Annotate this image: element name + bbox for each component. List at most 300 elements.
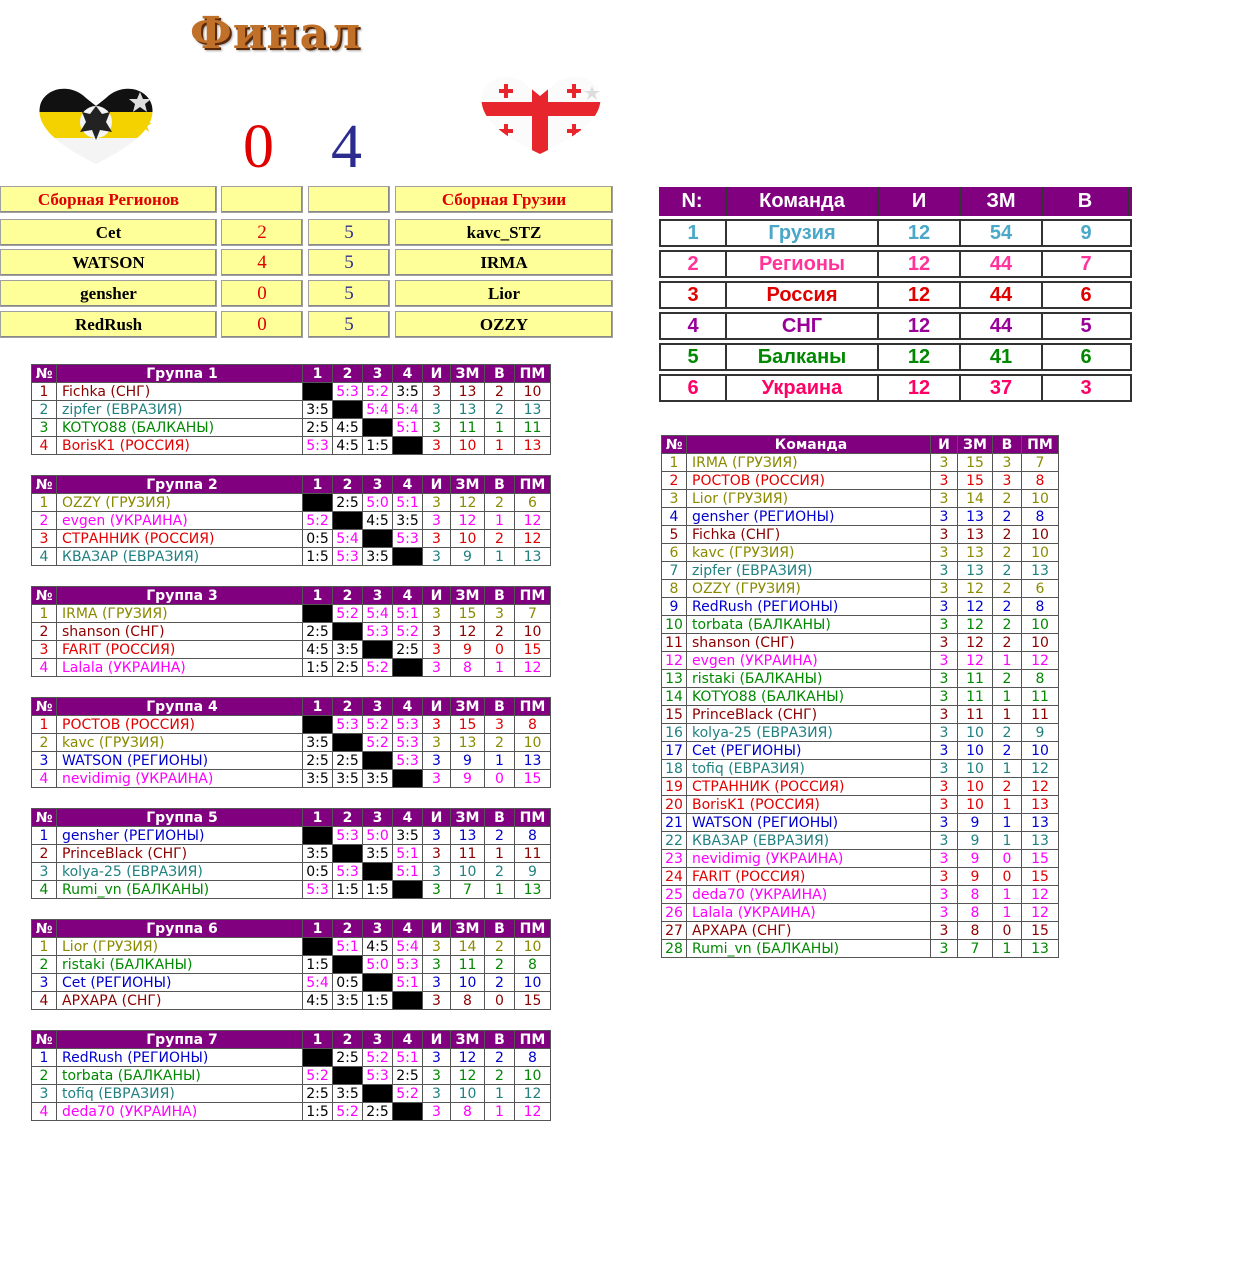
- match-score-cell: 5:3: [333, 716, 363, 734]
- stat-cell-v: 1: [485, 845, 515, 863]
- match-score-cell: 5:3: [393, 752, 423, 770]
- match-score-cell: 1:5: [363, 992, 393, 1010]
- overall-cell-n: 23: [662, 850, 687, 868]
- stat-cell-v: 1: [485, 512, 515, 530]
- overall-cell-zm: 10: [958, 742, 993, 760]
- overall-row: [662, 940, 1059, 958]
- stat-cell-zm: 8: [451, 659, 485, 677]
- stat-cell-pm: 12: [515, 530, 551, 548]
- group-header-cell: 1: [303, 365, 333, 383]
- team-standings-cell: СНГ: [727, 314, 879, 338]
- stat-cell-i: 3: [423, 419, 451, 437]
- overall-row: [662, 670, 1059, 688]
- stat-cell-zm: 10: [451, 863, 485, 881]
- group-table: [31, 697, 551, 788]
- player-number: 3: [32, 974, 57, 992]
- group-header-cell: ПМ: [515, 1031, 551, 1049]
- group-header-cell: 1: [303, 920, 333, 938]
- overall-cell-name: Lalala (УКРАИНА): [687, 904, 931, 922]
- overall-cell-v: 2: [993, 634, 1022, 652]
- overall-cell-name: Fichka (СНГ): [687, 526, 931, 544]
- team-standings-cell: Грузия: [727, 221, 879, 245]
- overall-cell-i: 3: [931, 922, 958, 940]
- player-name: tofiq (ЕВРАЗИЯ): [57, 1085, 303, 1103]
- group-header-cell: 3: [363, 476, 393, 494]
- match-score-cell: 1:5: [333, 881, 363, 899]
- group-header-cell: Группа 3: [57, 587, 303, 605]
- match-score-cell: 5:2: [333, 605, 363, 623]
- overall-cell-pm: 11: [1022, 706, 1059, 724]
- match-score-cell: 5:4: [333, 530, 363, 548]
- match-score-cell: 5:3: [363, 623, 393, 641]
- self-match-cell: [333, 956, 363, 974]
- group-header-cell: ЗМ: [451, 476, 485, 494]
- overall-cell-i: 3: [931, 706, 958, 724]
- overall-row: [662, 778, 1059, 796]
- group-header-row: [32, 476, 551, 494]
- group-header-cell: И: [423, 809, 451, 827]
- overall-cell-zm: 9: [958, 850, 993, 868]
- group-header-cell: Группа 2: [57, 476, 303, 494]
- stat-cell-v: 2: [485, 938, 515, 956]
- group-header-cell: ЗМ: [451, 365, 485, 383]
- overall-cell-i: 3: [931, 652, 958, 670]
- group-header-cell: И: [423, 587, 451, 605]
- player-name: gensher (РЕГИОНЫ): [57, 827, 303, 845]
- match-score-cell: 2:5: [303, 752, 333, 770]
- stat-cell-zm: 10: [451, 974, 485, 992]
- overall-cell-n: 13: [662, 670, 687, 688]
- team-standings-cell: 54: [961, 221, 1043, 245]
- group-header-cell: №: [32, 587, 57, 605]
- overall-cell-pm: 13: [1022, 832, 1059, 850]
- self-match-cell: [393, 548, 423, 566]
- overall-cell-n: 25: [662, 886, 687, 904]
- overall-cell-pm: 13: [1022, 562, 1059, 580]
- match-score-cell: 5:3: [333, 548, 363, 566]
- group-row: [32, 1067, 551, 1085]
- overall-cell-n: 18: [662, 760, 687, 778]
- stat-cell-zm: 12: [451, 623, 485, 641]
- score-right: 4: [331, 113, 362, 181]
- match-player-left: WATSON: [0, 249, 217, 276]
- group-header-cell: 4: [393, 920, 423, 938]
- overall-row: [662, 544, 1059, 562]
- overall-cell-name: nevidimig (УКРАИНА): [687, 850, 931, 868]
- overall-cell-zm: 15: [958, 454, 993, 472]
- stat-cell-i: 3: [423, 734, 451, 752]
- overall-cell-zm: 8: [958, 886, 993, 904]
- player-name: evgen (УКРАИНА): [57, 512, 303, 530]
- match-score-cell: 5:0: [363, 827, 393, 845]
- match-score-cell: 5:2: [333, 1103, 363, 1121]
- stat-cell-zm: 14: [451, 938, 485, 956]
- overall-row: [662, 634, 1059, 652]
- match-player-right: OZZY: [395, 311, 613, 338]
- match-score-cell: 5:3: [333, 383, 363, 401]
- match-score-cell: 2:5: [393, 1067, 423, 1085]
- match-score-left: 4: [221, 249, 303, 276]
- match-player-left: gensher: [0, 280, 217, 307]
- stat-cell-v: 2: [485, 827, 515, 845]
- team-standings-header-cell: Команда: [727, 187, 879, 216]
- overall-cell-pm: 8: [1022, 508, 1059, 526]
- stat-cell-zm: 9: [451, 770, 485, 788]
- group-header-row: [32, 809, 551, 827]
- stat-cell-i: 3: [423, 716, 451, 734]
- overall-cell-i: 3: [931, 670, 958, 688]
- match-header-blank-1: [221, 186, 303, 213]
- overall-cell-v: 1: [993, 760, 1022, 778]
- group-header-cell: В: [485, 809, 515, 827]
- match-score-cell: 5:2: [303, 512, 333, 530]
- stat-cell-i: 3: [423, 1067, 451, 1085]
- overall-cell-pm: 13: [1022, 796, 1059, 814]
- overall-header-cell: ЗМ: [958, 436, 993, 454]
- match-score-cell: 3:5: [333, 1085, 363, 1103]
- player-name: ristaki (БАЛКАНЫ): [57, 956, 303, 974]
- group-header-cell: ПМ: [515, 587, 551, 605]
- team-standings-cell: 41: [961, 345, 1043, 369]
- match-score-cell: 1:5: [303, 956, 333, 974]
- player-name: IRMA (ГРУЗИЯ): [57, 605, 303, 623]
- overall-cell-name: gensher (РЕГИОНЫ): [687, 508, 931, 526]
- team-standings-header-cell: ЗМ: [961, 187, 1043, 216]
- player-name: nevidimig (УКРАИНА): [57, 770, 303, 788]
- overall-cell-v: 2: [993, 724, 1022, 742]
- self-match-cell: [303, 1049, 333, 1067]
- stat-cell-pm: 13: [515, 437, 551, 455]
- stat-cell-zm: 10: [451, 1085, 485, 1103]
- overall-cell-zm: 7: [958, 940, 993, 958]
- imperial-flag-heart-icon: [36, 84, 160, 166]
- overall-cell-v: 2: [993, 544, 1022, 562]
- overall-cell-zm: 9: [958, 832, 993, 850]
- stat-cell-v: 2: [485, 1049, 515, 1067]
- group-header-cell: 3: [363, 365, 393, 383]
- overall-row: [662, 850, 1059, 868]
- match-score-cell: 2:5: [363, 1103, 393, 1121]
- match-score-cell: 4:5: [303, 992, 333, 1010]
- overall-cell-v: 0: [993, 922, 1022, 940]
- overall-cell-v: 2: [993, 598, 1022, 616]
- overall-header-cell: №: [662, 436, 687, 454]
- overall-cell-i: 3: [931, 904, 958, 922]
- player-number: 1: [32, 494, 57, 512]
- overall-cell-pm: 10: [1022, 742, 1059, 760]
- team-standings-row: [659, 281, 1132, 309]
- group-header-cell: 1: [303, 587, 333, 605]
- group-row: [32, 605, 551, 623]
- group-header-cell: ЗМ: [451, 1031, 485, 1049]
- team-standings-cell: 5: [661, 345, 727, 369]
- stat-cell-v: 0: [485, 641, 515, 659]
- group-row: [32, 938, 551, 956]
- self-match-cell: [303, 494, 333, 512]
- player-name: RedRush (РЕГИОНЫ): [57, 1049, 303, 1067]
- overall-cell-n: 27: [662, 922, 687, 940]
- overall-cell-name: OZZY (ГРУЗИЯ): [687, 580, 931, 598]
- group-row: [32, 419, 551, 437]
- match-score-left: 2: [221, 219, 303, 246]
- match-score-cell: 2:5: [393, 641, 423, 659]
- group-header-cell: 1: [303, 476, 333, 494]
- overall-cell-name: Cet (РЕГИОНЫ): [687, 742, 931, 760]
- stat-cell-pm: 10: [515, 623, 551, 641]
- match-score-cell: 5:2: [363, 383, 393, 401]
- group-header-cell: 3: [363, 1031, 393, 1049]
- overall-cell-zm: 11: [958, 670, 993, 688]
- overall-cell-n: 15: [662, 706, 687, 724]
- overall-cell-zm: 11: [958, 706, 993, 724]
- overall-row: [662, 598, 1059, 616]
- group-row: [32, 881, 551, 899]
- team-standings-cell: 44: [961, 283, 1043, 307]
- overall-cell-v: 2: [993, 526, 1022, 544]
- group-header-cell: 2: [333, 476, 363, 494]
- stat-cell-pm: 8: [515, 956, 551, 974]
- overall-row: [662, 886, 1059, 904]
- group-header-row: [32, 587, 551, 605]
- match-score-cell: 2:5: [303, 1085, 333, 1103]
- group-table: [31, 586, 551, 677]
- overall-cell-name: shanson (СНГ): [687, 634, 931, 652]
- team-standings-header-cell: N:: [659, 187, 727, 216]
- match-score-right: 5: [308, 311, 390, 338]
- stat-cell-i: 3: [423, 974, 451, 992]
- overall-row: [662, 724, 1059, 742]
- overall-header-cell: И: [931, 436, 958, 454]
- match-score-cell: 5:2: [393, 623, 423, 641]
- overall-cell-v: 1: [993, 688, 1022, 706]
- overall-cell-i: 3: [931, 760, 958, 778]
- overall-row: [662, 832, 1059, 850]
- group-header-cell: И: [423, 1031, 451, 1049]
- stat-cell-pm: 15: [515, 641, 551, 659]
- overall-cell-v: 2: [993, 616, 1022, 634]
- self-match-cell: [333, 1067, 363, 1085]
- stat-cell-i: 3: [423, 623, 451, 641]
- match-score-right: 5: [308, 249, 390, 276]
- group-header-cell: 1: [303, 698, 333, 716]
- overall-cell-n: 8: [662, 580, 687, 598]
- stat-cell-v: 3: [485, 605, 515, 623]
- stat-cell-pm: 13: [515, 881, 551, 899]
- match-score-cell: 4:5: [333, 419, 363, 437]
- stat-cell-pm: 8: [515, 827, 551, 845]
- group-header-cell: 2: [333, 698, 363, 716]
- overall-cell-v: 2: [993, 508, 1022, 526]
- group-row: [32, 845, 551, 863]
- match-score-cell: 5:2: [303, 1067, 333, 1085]
- overall-cell-v: 0: [993, 868, 1022, 886]
- group-header-row: [32, 698, 551, 716]
- overall-cell-i: 3: [931, 508, 958, 526]
- self-match-cell: [363, 641, 393, 659]
- stat-cell-v: 0: [485, 992, 515, 1010]
- group-header-cell: ПМ: [515, 365, 551, 383]
- overall-cell-v: 2: [993, 490, 1022, 508]
- overall-cell-pm: 12: [1022, 652, 1059, 670]
- overall-cell-zm: 10: [958, 778, 993, 796]
- match-score-cell: 5:4: [393, 401, 423, 419]
- group-header-cell: 4: [393, 587, 423, 605]
- overall-cell-v: 2: [993, 778, 1022, 796]
- stat-cell-i: 3: [423, 659, 451, 677]
- overall-row: [662, 742, 1059, 760]
- overall-cell-name: ristaki (БАЛКАНЫ): [687, 670, 931, 688]
- stat-cell-pm: 12: [515, 512, 551, 530]
- overall-cell-n: 10: [662, 616, 687, 634]
- stat-cell-pm: 11: [515, 845, 551, 863]
- match-score-cell: 5:4: [363, 401, 393, 419]
- overall-cell-n: 5: [662, 526, 687, 544]
- overall-cell-name: Lior (ГРУЗИЯ): [687, 490, 931, 508]
- stat-cell-zm: 10: [451, 530, 485, 548]
- overall-cell-zm: 14: [958, 490, 993, 508]
- stat-cell-v: 2: [485, 863, 515, 881]
- overall-cell-zm: 12: [958, 652, 993, 670]
- stat-cell-i: 3: [423, 845, 451, 863]
- match-score-cell: 0:5: [333, 974, 363, 992]
- match-player-left: RedRush: [0, 311, 217, 338]
- stat-cell-zm: 13: [451, 827, 485, 845]
- overall-cell-v: 2: [993, 562, 1022, 580]
- overall-cell-pm: 10: [1022, 526, 1059, 544]
- team-standings-cell: 7: [1080, 252, 1092, 275]
- overall-cell-v: 1: [993, 652, 1022, 670]
- group-row: [32, 548, 551, 566]
- overall-cell-i: 3: [931, 580, 958, 598]
- overall-cell-pm: 15: [1022, 850, 1059, 868]
- stat-cell-zm: 10: [451, 437, 485, 455]
- match-score-cell: 5:3: [333, 827, 363, 845]
- match-score-cell: 3:5: [303, 845, 333, 863]
- player-number: 3: [32, 641, 57, 659]
- group-header-cell: В: [485, 476, 515, 494]
- match-score-cell: 5:1: [333, 938, 363, 956]
- overall-cell-v: 1: [993, 904, 1022, 922]
- player-name: Lior (ГРУЗИЯ): [57, 938, 303, 956]
- stat-cell-v: 1: [485, 881, 515, 899]
- group-header-cell: 3: [363, 698, 393, 716]
- stat-cell-i: 3: [423, 401, 451, 419]
- group-header-cell: №: [32, 809, 57, 827]
- match-score-cell: 3:5: [393, 827, 423, 845]
- stat-cell-v: 1: [485, 419, 515, 437]
- stat-cell-pm: 10: [515, 974, 551, 992]
- match-score-cell: 3:5: [303, 401, 333, 419]
- stat-cell-i: 3: [423, 938, 451, 956]
- overall-cell-v: 0: [993, 850, 1022, 868]
- overall-cell-i: 3: [931, 724, 958, 742]
- overall-row: [662, 490, 1059, 508]
- overall-cell-pm: 15: [1022, 868, 1059, 886]
- stat-cell-v: 2: [485, 401, 515, 419]
- overall-row: [662, 526, 1059, 544]
- stat-cell-v: 1: [485, 659, 515, 677]
- match-score-cell: 2:5: [333, 1049, 363, 1067]
- stat-cell-v: 2: [485, 956, 515, 974]
- overall-cell-pm: 12: [1022, 886, 1059, 904]
- stat-cell-zm: 7: [451, 881, 485, 899]
- match-score-cell: 1:5: [303, 548, 333, 566]
- group-header-cell: И: [423, 920, 451, 938]
- overall-cell-i: 3: [931, 814, 958, 832]
- player-name: WATSON (РЕГИОНЫ): [57, 752, 303, 770]
- match-score-cell: 5:0: [363, 494, 393, 512]
- group-header-cell: И: [423, 698, 451, 716]
- overall-cell-pm: 13: [1022, 814, 1059, 832]
- player-number: 1: [32, 605, 57, 623]
- match-score-cell: 5:3: [393, 530, 423, 548]
- match-score-cell: 3:5: [363, 770, 393, 788]
- stat-cell-pm: 13: [515, 548, 551, 566]
- group-header-cell: №: [32, 698, 57, 716]
- group-header-cell: ПМ: [515, 698, 551, 716]
- match-score-cell: 3:5: [303, 734, 333, 752]
- overall-row: [662, 922, 1059, 940]
- player-number: 1: [32, 1049, 57, 1067]
- player-name: kolya-25 (ЕВРАЗИЯ): [57, 863, 303, 881]
- overall-cell-v: 3: [993, 454, 1022, 472]
- stat-cell-zm: 15: [451, 716, 485, 734]
- stat-cell-v: 1: [485, 1085, 515, 1103]
- match-score-cell: 5:2: [363, 716, 393, 734]
- overall-cell-n: 24: [662, 868, 687, 886]
- match-score-cell: 3:5: [363, 548, 393, 566]
- overall-cell-name: KOTYO88 (БАЛКАНЫ): [687, 688, 931, 706]
- overall-cell-v: 1: [993, 814, 1022, 832]
- overall-cell-pm: 8: [1022, 598, 1059, 616]
- match-score-cell: 1:5: [363, 437, 393, 455]
- player-number: 4: [32, 881, 57, 899]
- match-player-right: IRMA: [395, 249, 613, 276]
- stat-cell-i: 3: [423, 530, 451, 548]
- stat-cell-pm: 10: [515, 383, 551, 401]
- stat-cell-v: 0: [485, 770, 515, 788]
- match-score-cell: 5:3: [393, 716, 423, 734]
- overall-row: [662, 508, 1059, 526]
- match-score-cell: 1:5: [303, 1103, 333, 1121]
- overall-cell-i: 3: [931, 634, 958, 652]
- team-standings-cell: 9: [1080, 221, 1092, 244]
- overall-cell-i: 3: [931, 616, 958, 634]
- overall-cell-i: 3: [931, 454, 958, 472]
- self-match-cell: [363, 752, 393, 770]
- georgia-flag-heart-icon: [476, 72, 606, 154]
- match-score-cell: 3:5: [333, 641, 363, 659]
- match-score-cell: 1:5: [303, 659, 333, 677]
- player-number: 4: [32, 770, 57, 788]
- stat-cell-zm: 9: [451, 548, 485, 566]
- overall-cell-zm: 9: [958, 868, 993, 886]
- group-header-row: [32, 365, 551, 383]
- overall-cell-i: 3: [931, 490, 958, 508]
- overall-row: [662, 796, 1059, 814]
- match-score-right: 5: [308, 280, 390, 307]
- match-score-cell: 5:3: [303, 437, 333, 455]
- overall-cell-i: 3: [931, 940, 958, 958]
- group-header-cell: В: [485, 365, 515, 383]
- stat-cell-zm: 11: [451, 419, 485, 437]
- stat-cell-i: 3: [423, 863, 451, 881]
- match-score-cell: 5:2: [363, 659, 393, 677]
- overall-cell-i: 3: [931, 598, 958, 616]
- stat-cell-v: 2: [485, 734, 515, 752]
- overall-cell-i: 3: [931, 778, 958, 796]
- overall-cell-zm: 10: [958, 724, 993, 742]
